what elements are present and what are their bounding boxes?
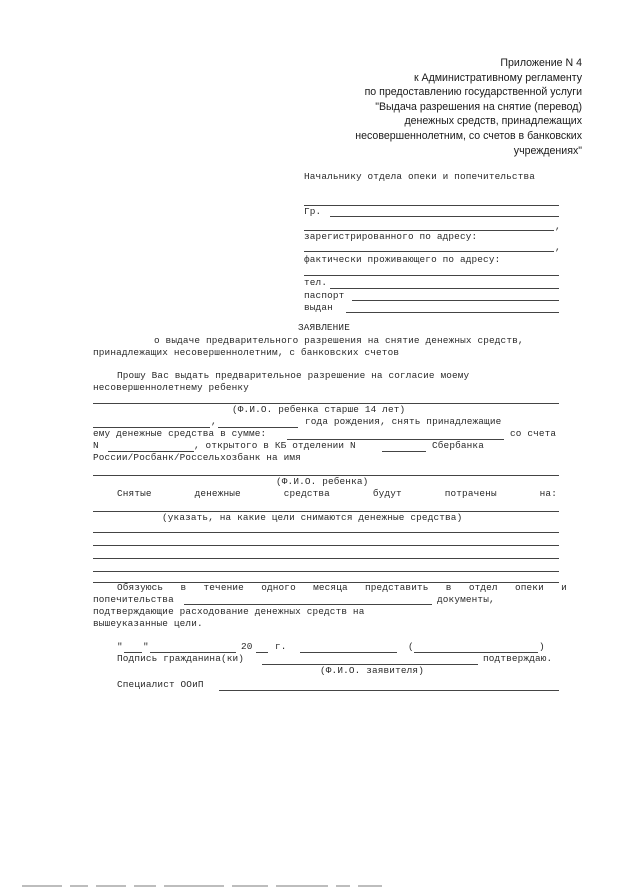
child-name-caption: (Ф.И.О. ребенка старше 14 лет) <box>232 404 406 415</box>
specialist-label: Специалист ООиП <box>117 679 204 690</box>
phone-label: тел. <box>304 277 328 288</box>
purpose-line[interactable] <box>93 545 559 546</box>
word: будут <box>372 488 402 499</box>
word: месяца <box>313 582 348 593</box>
word: течение <box>203 582 244 593</box>
document-title: ЗАЯВЛЕНИЕ <box>298 322 350 333</box>
branch-number-line[interactable] <box>382 451 426 452</box>
word: денежные <box>194 488 241 499</box>
word: в <box>180 582 187 593</box>
word: опеки <box>514 582 544 593</box>
phone-line[interactable] <box>330 288 559 289</box>
sum-label: ему денежные средства в сумме: <box>93 428 267 439</box>
comma: , <box>555 221 561 232</box>
applicant-name-caption: (Ф.И.О. заявителя) <box>320 665 424 676</box>
actual-address-line[interactable] <box>304 275 559 276</box>
purpose-line[interactable] <box>93 532 559 533</box>
citizen-label: Гр. <box>304 206 322 217</box>
request-text: Прошу Вас выдать предварительное разрешение на согласие моему <box>117 370 470 381</box>
confirm-label: подтверждаю. <box>483 653 553 664</box>
word: средства <box>283 488 330 499</box>
specialist-line[interactable] <box>219 690 559 691</box>
registered-address-line[interactable] <box>304 251 554 252</box>
purpose-line[interactable] <box>93 571 559 572</box>
signature-line[interactable] <box>300 652 397 653</box>
paren-open: ( <box>408 641 414 652</box>
citizen-signature-label: Подпись гражданина(ки) <box>117 653 245 664</box>
appendix-reference <box>252 56 582 158</box>
word: в <box>445 582 452 593</box>
passport-label: паспорт <box>304 290 345 301</box>
guardianship-label: попечительства <box>93 594 174 605</box>
word: потрачены <box>444 488 497 499</box>
passport-line[interactable] <box>352 300 559 301</box>
spending-statement <box>117 488 557 500</box>
word: представить <box>365 582 429 593</box>
citizen-name-line[interactable] <box>330 216 559 217</box>
birth-year-text: года рождения, снять принадлежащие <box>305 416 502 427</box>
addressee: Начальнику отдела опеки и попечительства <box>304 171 536 182</box>
account-from-label: со счета <box>510 428 557 439</box>
bank-word: Сбербанка <box>432 440 484 451</box>
request-text: несовершеннолетнему ребенку <box>93 382 249 393</box>
subject-line: о выдаче предварительного разрешения на снятие денежных средств, <box>154 335 524 346</box>
purposes-text: вышеуказанные цели. <box>93 618 203 629</box>
appendix-line: несовершеннолетним, со счетов в банковских <box>355 129 582 142</box>
paren-close: ) <box>539 641 545 652</box>
year-suffix: г. <box>275 641 287 652</box>
bank-names: России/Росбанк/Россельхозбанк на имя <box>93 452 301 463</box>
documents-label: документы, <box>437 594 495 605</box>
opened-in-label: , открытого в КБ отделении N <box>194 440 356 451</box>
year-line[interactable] <box>256 652 268 653</box>
issued-line[interactable] <box>346 312 559 313</box>
appendix-line: учреждениях" <box>513 144 582 157</box>
quote-open: " <box>117 641 123 652</box>
word: и <box>561 582 567 593</box>
appendix-line: "Выдача разрешения на снятие (перевод) <box>375 100 582 113</box>
registered-label: зарегистрированного по адресу: <box>304 231 478 242</box>
purpose-line[interactable] <box>93 558 559 559</box>
documents-period-line[interactable] <box>184 604 432 605</box>
purpose-caption: (указать, на какие цели снимаются денежные средства) <box>162 512 463 523</box>
child-name-caption: (Ф.И.О. ребенка) <box>276 476 369 487</box>
century-label: 20 <box>241 641 253 652</box>
confirming-text: подтверждающие расходование денежных средств на <box>93 606 365 617</box>
word: Снятые <box>117 488 152 499</box>
actual-label: фактически проживающего по адресу: <box>304 254 501 265</box>
subject-line: принадлежащих несовершеннолетним, с банковских счетов <box>93 347 400 358</box>
scan-edge-artifact <box>0 881 640 889</box>
appendix-line: по предоставлению государственной услуги <box>364 86 582 99</box>
issued-label: выдан <box>304 302 333 313</box>
obligation-statement <box>117 582 567 594</box>
appendix-line: к Административному регламенту <box>413 71 582 84</box>
appendix-line: Приложение N 4 <box>500 57 582 69</box>
account-number-label: N <box>93 440 99 451</box>
comma: , <box>555 242 561 253</box>
addressee-blank-line[interactable] <box>304 205 559 206</box>
word: одного <box>261 582 296 593</box>
word: Обязуюсь <box>117 582 164 593</box>
word: отдел <box>468 582 498 593</box>
comma: , <box>211 416 217 427</box>
word: на: <box>539 488 557 499</box>
quote-close: " <box>143 641 149 652</box>
appendix-line: денежных средств, принадлежащих <box>404 115 582 128</box>
